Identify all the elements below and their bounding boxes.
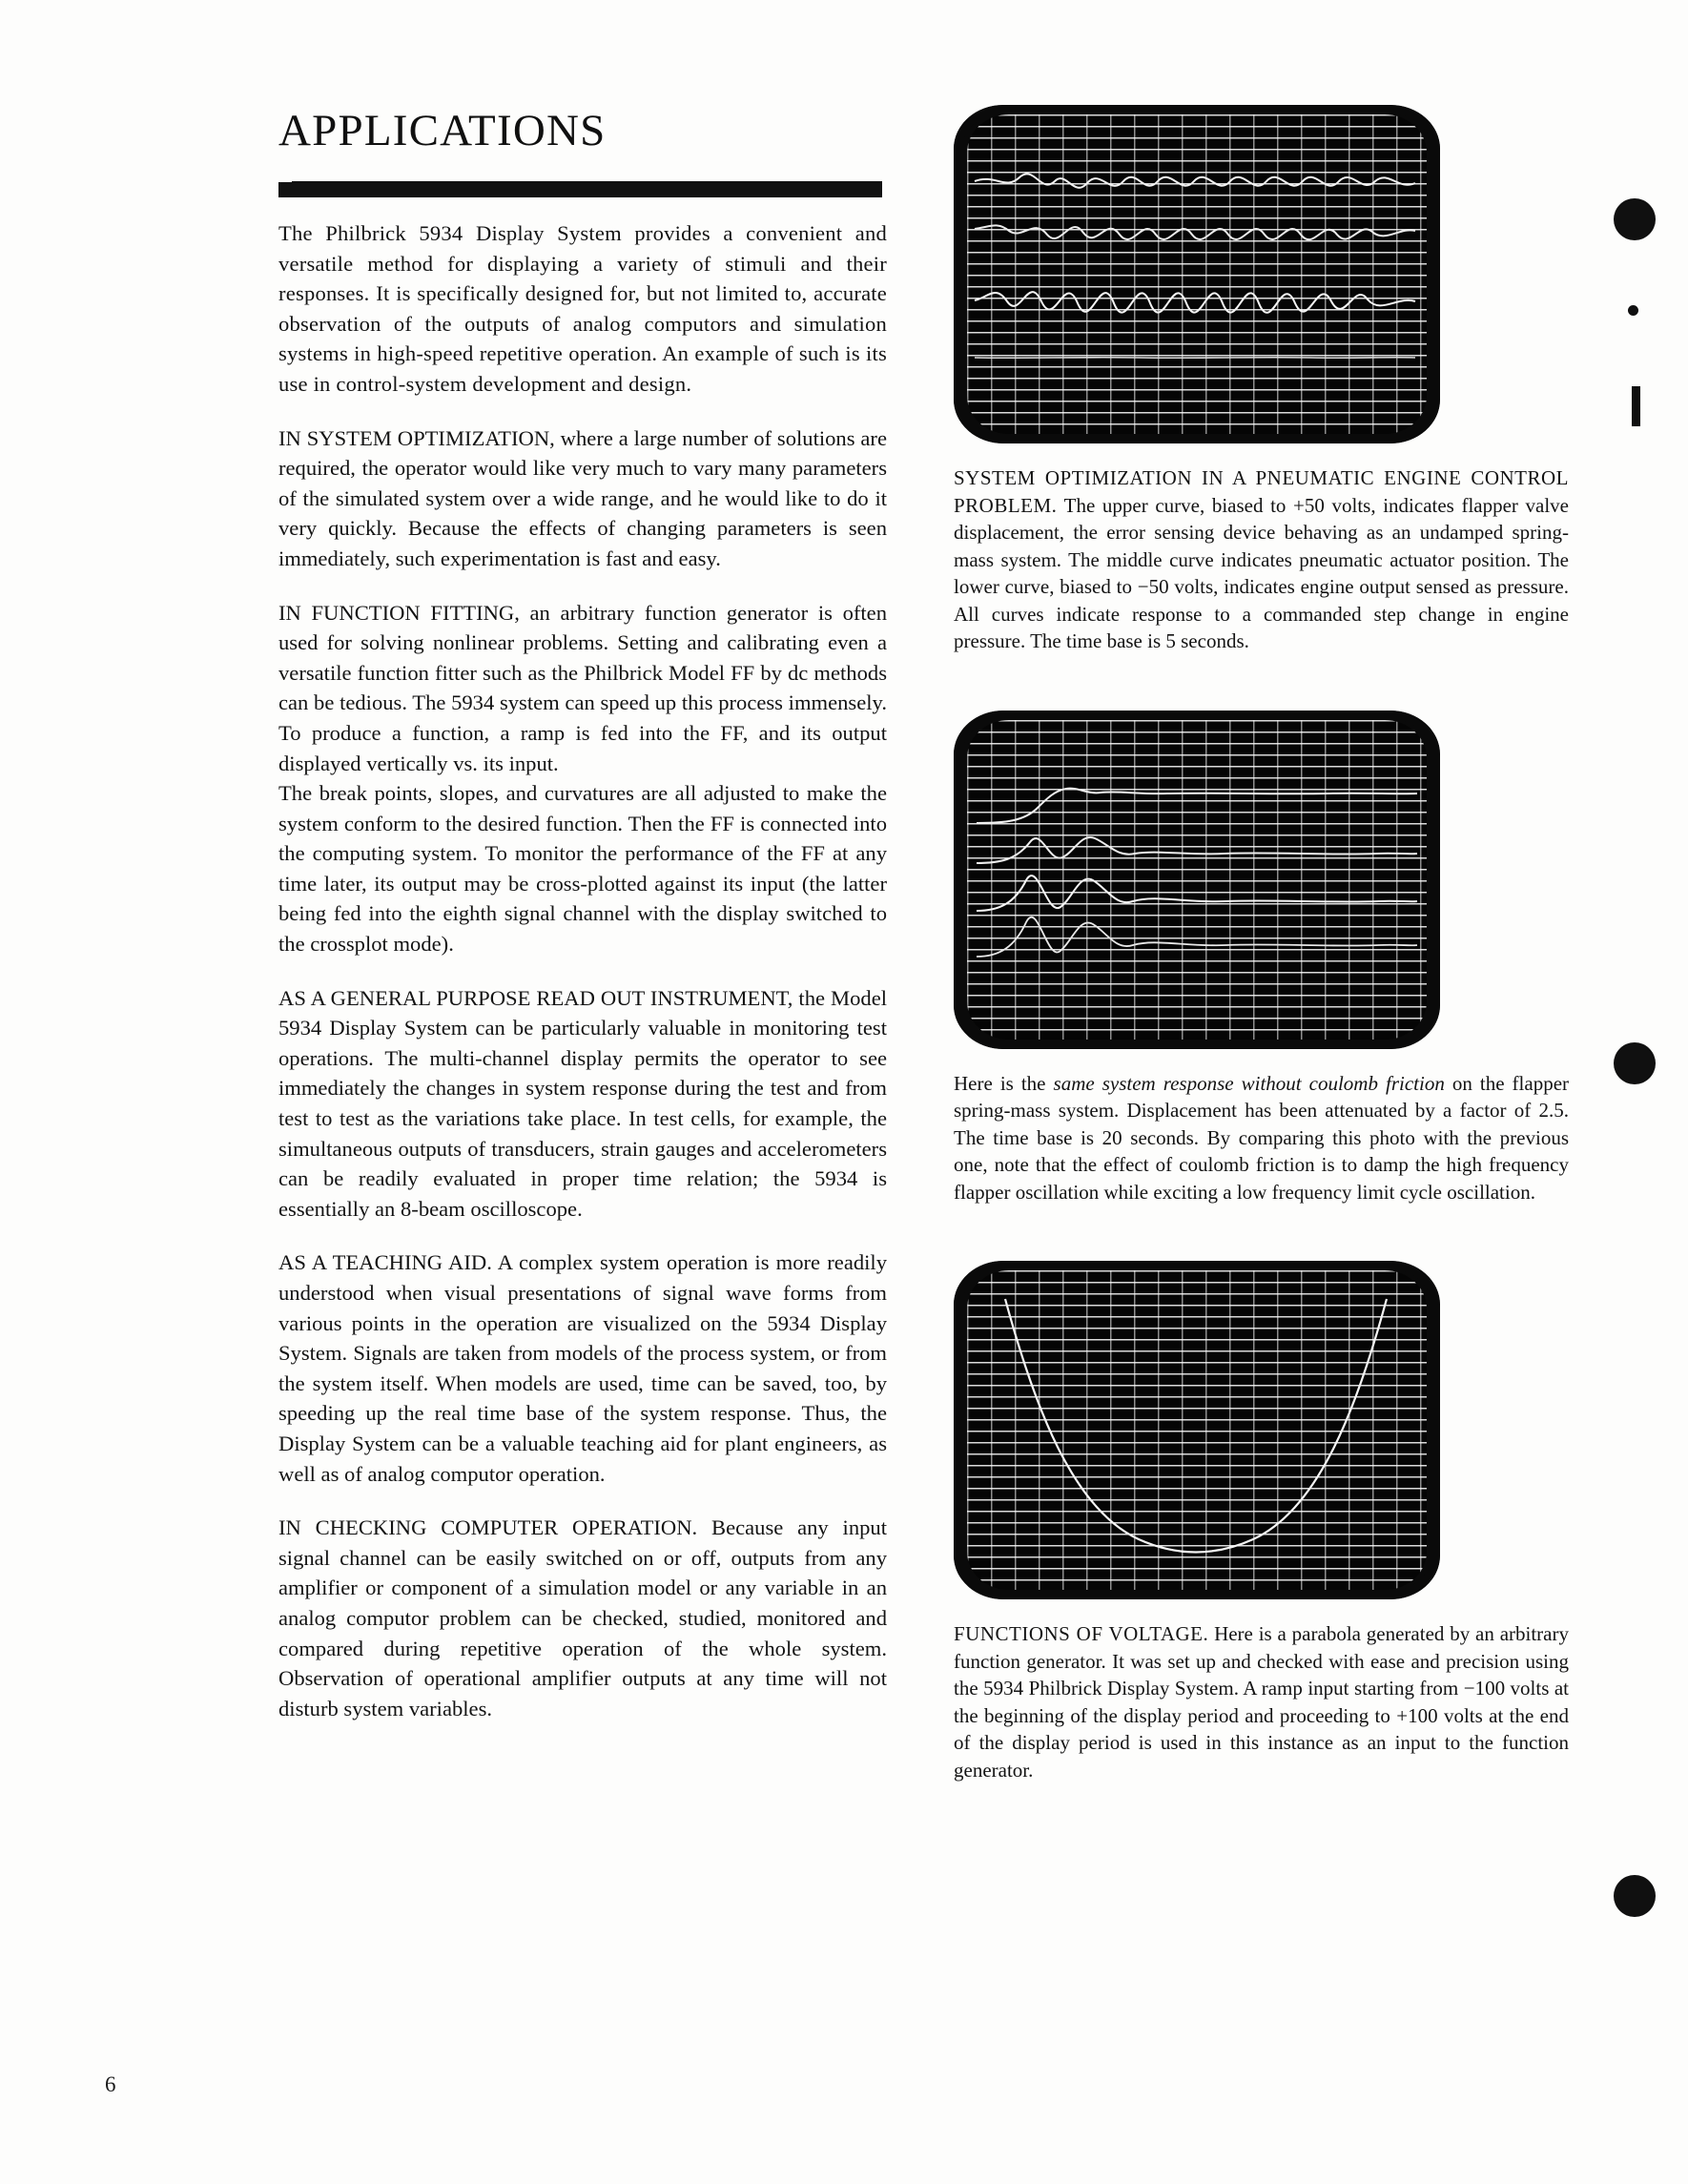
- scope-traces-2: [967, 720, 1427, 1040]
- left-text-column: [278, 105, 887, 1723]
- page-number: 6: [105, 2072, 116, 2096]
- body-paragraph-7: IN CHECKING COMPUTER OPERATION. Because any input signal channel can be easily switched on or off, outputs from any amplifier or component of a simulation model or any variable in an analog computor problem can be checked, studied, monitored and compared during repetitive operation of the whole system. Observation of operational amplifier outputs at any time will not disturb system variables.: [278, 1515, 887, 1720]
- figure-system-optimization: [954, 105, 1574, 655]
- figure-no-coulomb-friction: [954, 711, 1574, 1206]
- edge-mark-dot-1: [1628, 305, 1638, 316]
- caption-body-2: Here is the same system response without coulomb friction on the flapper spring-mass system. Displacement has been attenuated by a factor of 2.5. The time base is 20 seconds. By comparing this photo with the previous one, note that the effect of coulomb friction is to damp the high frequency flapper oscillation while exciting a low frequency limit cycle oscillation.: [954, 1071, 1570, 1204]
- caption-lead-3: FUNCTIONS OF VOLTAGE.: [954, 1622, 1209, 1645]
- body-paragraph-3: IN FUNCTION FITTING, an arbitrary function generator is often used for solving nonlinear problems. Setting and calibrating even a versatile function fitter such as the Philbrick Model FF by dc methods can be tedious. The 5934 system can speed up this process immensely. To produce a function, a ramp is fed into the FF, and its output displayed vertically vs. its input.: [278, 600, 887, 775]
- edge-punch-dot-1: [1614, 198, 1656, 240]
- page-title: APPLICATIONS: [278, 106, 607, 155]
- figure-caption-3: [954, 1620, 1569, 1783]
- oscilloscope-photo-1: [954, 105, 1440, 443]
- edge-punch-dot-3: [1614, 1875, 1656, 1917]
- edge-dash-mark-1: [1632, 386, 1640, 426]
- edge-punch-dot-2: [1614, 1042, 1656, 1084]
- scope-traces-1: [967, 114, 1427, 434]
- body-paragraph-6: AS A TEACHING AID. A complex system operation is more readily understood when visual presentations of signal wave forms from various points in the operation are visualized on the 5934 Display System. Signals are taken from models of the process system, or from the system itself. When models are used, time can be saved, too, by speeding up the real time base of the system response. Thus, the Display System can be a valuable teaching aid for plant engineers, as well as of analog computor operation.: [278, 1250, 887, 1486]
- scope-traces-3: [967, 1270, 1427, 1590]
- oscilloscope-photo-3: [954, 1261, 1440, 1599]
- body-paragraph-4: The break points, slopes, and curvatures are all adjusted to make the system conform to the desired function. Then the FF is connected into the computing system. To monitor the performance of the FF at any time later, its output may be cross-plotted against its input (the latter being fed into the eighth signal channel with the display switched to the crossplot mode).: [278, 781, 887, 957]
- figure-caption-1: [954, 464, 1569, 655]
- figure-caption-2: [954, 1070, 1569, 1206]
- caption-body-3: Here is a parabola generated by an arbitrary function generator. It was set up and checked with ease and precision using the 5934 Philbrick Display System. A ramp input starting from −100 volts at the beginning of the display period and proceeding to +100 volts at the end of the display period is used in this instance as an input to the function generator.: [954, 1622, 1569, 1782]
- title-rule: [278, 181, 882, 197]
- body-paragraph-1: The Philbrick 5934 Display System provides a convenient and versatile method for displaying a variety of stimuli and their responses. It is specifically designed for, but not limited to, accurate observation of the outputs of analog computors and simulation systems in high-speed repetitive operation. An example of such is its use in control-system development and design.: [278, 221, 887, 396]
- caption-lead-1: SYSTEM OPTIMIZATION IN A PNEUMATIC ENGINE CONTROL PROBLEM.: [954, 466, 1569, 517]
- body-paragraph-5: AS A GENERAL PURPOSE READ OUT INSTRUMENT, the Model 5934 Display System can be particularly valuable in monitoring test operations. The multi-channel display permits the operator to see immediately the changes in system response during the test and from test to test as the variations take place. In test cells, for example, the simultaneous outputs of transducers, strain gauges and accelerometers can be readily evaluated in proper time relation; the 5934 is essentially an 8-beam oscilloscope.: [278, 985, 887, 1221]
- caption-body-1: The upper curve, biased to +50 volts, indicates flapper valve displacement, the error sensing device behaving as an undamped spring-mass system. The middle curve indicates pneumatic actuator position. The lower curve, biased to −50 volts, indicates engine output sensed as pressure. All curves indicate response to a commanded step change in engine pressure. The time base is 5 seconds.: [954, 493, 1569, 652]
- right-figure-column: [954, 105, 1574, 1812]
- body-paragraph-2: IN SYSTEM OPTIMIZATION, where a large number of solutions are required, the operator would like very much to vary many parameters of the simulated system over a wide range, and he would like to do it very quickly. Because the effects of changing parameters is seen immediately, such experimentation is fast and easy.: [278, 425, 887, 570]
- oscilloscope-photo-2: [954, 711, 1440, 1049]
- figure-functions-of-voltage: [954, 1261, 1574, 1783]
